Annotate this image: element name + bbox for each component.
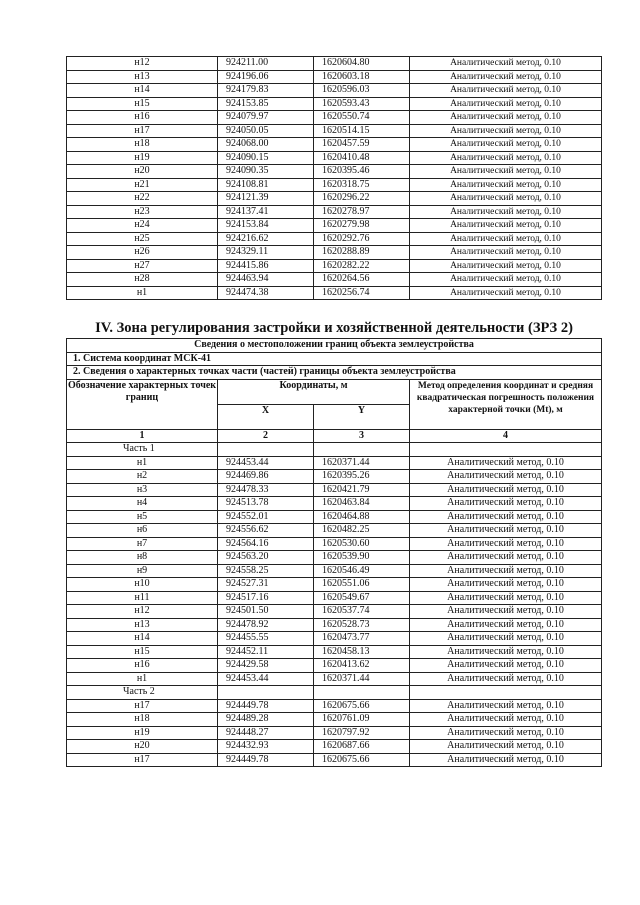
method-accuracy: Аналитический метод, 0.10 — [410, 645, 602, 659]
table-row — [67, 591, 602, 605]
point-designation: н20 — [67, 165, 218, 179]
coord-x: 924474.38 — [218, 286, 314, 300]
col-number-2: 2 — [218, 429, 314, 443]
table-row — [67, 273, 602, 287]
table-row — [67, 672, 602, 686]
table-row — [67, 219, 602, 233]
method-accuracy: Аналитический метод, 0.10 — [410, 124, 602, 138]
coord-x: 924527.31 — [218, 578, 314, 592]
point-designation: н24 — [67, 219, 218, 233]
coord-y: 1620288.89 — [314, 246, 410, 260]
col-method-header: Метод определения координат и средняя квадратическая погрешность положения характерной точки (Mt), м — [410, 379, 602, 429]
coord-y: 1620604.80 — [314, 57, 410, 71]
coord-x: 924463.94 — [218, 273, 314, 287]
coord-y: 1620546.49 — [314, 564, 410, 578]
part-label: Часть 1 — [67, 443, 218, 457]
coord-y: 1620458.13 — [314, 645, 410, 659]
point-designation: н19 — [67, 151, 218, 165]
table-row — [67, 138, 602, 152]
coord-x: 924179.83 — [218, 84, 314, 98]
coord-y: 1620551.06 — [314, 578, 410, 592]
table-row — [67, 713, 602, 727]
coord-y: 1620675.66 — [314, 753, 410, 767]
method-accuracy: Аналитический метод, 0.10 — [410, 618, 602, 632]
point-designation: н22 — [67, 192, 218, 206]
point-designation: н5 — [67, 510, 218, 524]
table-row — [67, 84, 602, 98]
table-row — [67, 470, 602, 484]
coord-y: 1620279.98 — [314, 219, 410, 233]
coord-x: 924489.28 — [218, 713, 314, 727]
col-x-header: X — [218, 404, 314, 429]
coord-y: 1620371.44 — [314, 672, 410, 686]
table-row — [67, 456, 602, 470]
method-accuracy: Аналитический метод, 0.10 — [410, 111, 602, 125]
table-row — [67, 659, 602, 673]
coord-x: 924453.44 — [218, 672, 314, 686]
zrz2-table-body — [67, 339, 602, 767]
column-header-row — [67, 379, 602, 404]
method-accuracy: Аналитический метод, 0.10 — [410, 726, 602, 740]
coord-x: 924108.81 — [218, 178, 314, 192]
table-row — [67, 699, 602, 713]
point-designation: н17 — [67, 699, 218, 713]
table-row — [67, 645, 602, 659]
method-accuracy: Аналитический метод, 0.10 — [410, 591, 602, 605]
table-row — [67, 178, 602, 192]
method-accuracy: Аналитический метод, 0.10 — [410, 286, 602, 300]
zrz2-coordinates-table — [66, 338, 602, 767]
method-accuracy: Аналитический метод, 0.10 — [410, 564, 602, 578]
coord-x: 924448.27 — [218, 726, 314, 740]
method-accuracy: Аналитический метод, 0.10 — [410, 470, 602, 484]
method-accuracy: Аналитический метод, 0.10 — [410, 205, 602, 219]
coord-x: 924068.00 — [218, 138, 314, 152]
coord-x: 924211.00 — [218, 57, 314, 71]
coord-y: 1620528.73 — [314, 618, 410, 632]
coord-y: 1620292.76 — [314, 232, 410, 246]
point-designation: н14 — [67, 632, 218, 646]
table-row — [67, 111, 602, 125]
method-accuracy: Аналитический метод, 0.10 — [410, 151, 602, 165]
method-accuracy: Аналитический метод, 0.10 — [410, 578, 602, 592]
coord-system: 1. Система координат МСК-41 — [67, 352, 602, 366]
table-row — [67, 551, 602, 565]
point-designation: н1 — [67, 456, 218, 470]
point-designation: н9 — [67, 564, 218, 578]
col-designation-header: Обозначение характерных точек границ — [67, 379, 218, 429]
method-accuracy: Аналитический метод, 0.10 — [410, 740, 602, 754]
point-designation: н1 — [67, 672, 218, 686]
point-designation: н18 — [67, 138, 218, 152]
point-designation: н2 — [67, 470, 218, 484]
point-designation: н12 — [67, 57, 218, 71]
coord-x: 924449.78 — [218, 699, 314, 713]
part-label-row — [67, 686, 602, 700]
point-designation: н10 — [67, 578, 218, 592]
coord-x: 924216.62 — [218, 232, 314, 246]
parts-header: 2. Сведения о характерных точках части (частей) границы объекта землеустройства — [67, 366, 602, 380]
table-row — [67, 165, 602, 179]
coord-y: 1620797.92 — [314, 726, 410, 740]
coord-x: 924556.62 — [218, 524, 314, 538]
method-accuracy: Аналитический метод, 0.10 — [410, 672, 602, 686]
coord-x: 924552.01 — [218, 510, 314, 524]
table-row — [67, 70, 602, 84]
column-number-row — [67, 429, 602, 443]
coord-x: 924469.86 — [218, 470, 314, 484]
point-designation: н11 — [67, 591, 218, 605]
coord-x: 924090.15 — [218, 151, 314, 165]
method-accuracy: Аналитический метод, 0.10 — [410, 273, 602, 287]
coord-x: 924558.25 — [218, 564, 314, 578]
method-accuracy: Аналитический метод, 0.10 — [410, 219, 602, 233]
coord-x: 924453.44 — [218, 456, 314, 470]
parts-header-row — [67, 366, 602, 380]
point-designation: н4 — [67, 497, 218, 511]
point-designation: н14 — [67, 84, 218, 98]
coord-y: 1620596.03 — [314, 84, 410, 98]
coord-y: 1620264.56 — [314, 273, 410, 287]
table-row — [67, 57, 602, 71]
coord-y: 1620482.25 — [314, 524, 410, 538]
coord-y: 1620464.88 — [314, 510, 410, 524]
coord-y: 1620296.22 — [314, 192, 410, 206]
coord-x: 924513.78 — [218, 497, 314, 511]
point-designation: н13 — [67, 70, 218, 84]
method-accuracy: Аналитический метод, 0.10 — [410, 713, 602, 727]
point-designation: н28 — [67, 273, 218, 287]
method-accuracy: Аналитический метод, 0.10 — [410, 753, 602, 767]
method-accuracy: Аналитический метод, 0.10 — [410, 178, 602, 192]
coord-y: 1620537.74 — [314, 605, 410, 619]
empty-cell — [410, 443, 602, 457]
method-accuracy: Аналитический метод, 0.10 — [410, 497, 602, 511]
table-row — [67, 192, 602, 206]
method-accuracy: Аналитический метод, 0.10 — [410, 70, 602, 84]
point-designation: н6 — [67, 524, 218, 538]
coord-y: 1620395.46 — [314, 165, 410, 179]
coord-y: 1620761.09 — [314, 713, 410, 727]
coord-y: 1620463.84 — [314, 497, 410, 511]
method-accuracy: Аналитический метод, 0.10 — [410, 259, 602, 273]
point-designation: н15 — [67, 645, 218, 659]
point-designation: н18 — [67, 713, 218, 727]
coord-x: 924153.84 — [218, 219, 314, 233]
col-coords-header: Координаты, м — [218, 379, 410, 404]
coord-x: 924079.97 — [218, 111, 314, 125]
table-row — [67, 124, 602, 138]
coord-x: 924137.41 — [218, 205, 314, 219]
table-row — [67, 564, 602, 578]
point-designation: н17 — [67, 124, 218, 138]
coord-y: 1620514.15 — [314, 124, 410, 138]
coord-y: 1620539.90 — [314, 551, 410, 565]
coord-y: 1620687.66 — [314, 740, 410, 754]
empty-cell — [410, 686, 602, 700]
empty-cell — [218, 686, 314, 700]
point-designation: н13 — [67, 618, 218, 632]
coord-x: 924564.16 — [218, 537, 314, 551]
method-accuracy: Аналитический метод, 0.10 — [410, 84, 602, 98]
coord-y: 1620282.22 — [314, 259, 410, 273]
method-accuracy: Аналитический метод, 0.10 — [410, 192, 602, 206]
table-row — [67, 632, 602, 646]
method-accuracy: Аналитический метод, 0.10 — [410, 57, 602, 71]
point-designation: н19 — [67, 726, 218, 740]
method-accuracy: Аналитический метод, 0.10 — [410, 510, 602, 524]
table-row — [67, 578, 602, 592]
method-accuracy: Аналитический метод, 0.10 — [410, 246, 602, 260]
point-designation: н1 — [67, 286, 218, 300]
top-table-body — [67, 57, 602, 300]
method-accuracy: Аналитический метод, 0.10 — [410, 165, 602, 179]
point-designation: н17 — [67, 753, 218, 767]
point-designation: н7 — [67, 537, 218, 551]
table-row — [67, 524, 602, 538]
coord-y: 1620395.26 — [314, 470, 410, 484]
location-header: Сведения о местоположении границ объекта землеустройства — [67, 339, 602, 353]
point-designation: н12 — [67, 605, 218, 619]
part-label: Часть 2 — [67, 686, 218, 700]
coord-y: 1620413.62 — [314, 659, 410, 673]
coord-x: 924050.05 — [218, 124, 314, 138]
point-designation: н26 — [67, 246, 218, 260]
table-row — [67, 753, 602, 767]
coord-x: 924153.85 — [218, 97, 314, 111]
coord-y: 1620675.66 — [314, 699, 410, 713]
empty-cell — [218, 443, 314, 457]
table-row — [67, 605, 602, 619]
coord-y: 1620278.97 — [314, 205, 410, 219]
point-designation: н25 — [67, 232, 218, 246]
method-accuracy: Аналитический метод, 0.10 — [410, 659, 602, 673]
col-number-1: 1 — [67, 429, 218, 443]
point-designation: н16 — [67, 111, 218, 125]
method-accuracy: Аналитический метод, 0.10 — [410, 699, 602, 713]
point-designation: н21 — [67, 178, 218, 192]
coord-y: 1620550.74 — [314, 111, 410, 125]
coord-x: 924449.78 — [218, 753, 314, 767]
method-accuracy: Аналитический метод, 0.10 — [410, 138, 602, 152]
coord-x: 924478.33 — [218, 483, 314, 497]
table-row — [67, 205, 602, 219]
table-row — [67, 483, 602, 497]
coord-x: 924432.93 — [218, 740, 314, 754]
coord-y: 1620410.48 — [314, 151, 410, 165]
method-accuracy: Аналитический метод, 0.10 — [410, 605, 602, 619]
table-row — [67, 97, 602, 111]
coord-y: 1620371.44 — [314, 456, 410, 470]
coord-x: 924501.50 — [218, 605, 314, 619]
method-accuracy: Аналитический метод, 0.10 — [410, 551, 602, 565]
coord-x: 924517.16 — [218, 591, 314, 605]
section-title: IV. Зона регулирования застройки и хозяйственной деятельности (ЗРЗ 2) — [95, 320, 573, 336]
coord-y: 1620256.74 — [314, 286, 410, 300]
coord-y: 1620593.43 — [314, 97, 410, 111]
method-accuracy: Аналитический метод, 0.10 — [410, 632, 602, 646]
method-accuracy: Аналитический метод, 0.10 — [410, 232, 602, 246]
coord-x: 924121.39 — [218, 192, 314, 206]
coord-y: 1620457.59 — [314, 138, 410, 152]
method-accuracy: Аналитический метод, 0.10 — [410, 537, 602, 551]
coord-x: 924455.55 — [218, 632, 314, 646]
point-designation: н8 — [67, 551, 218, 565]
table-row — [67, 246, 602, 260]
table-row — [67, 618, 602, 632]
empty-cell — [314, 443, 410, 457]
coord-x: 924196.06 — [218, 70, 314, 84]
coord-y: 1620421.79 — [314, 483, 410, 497]
point-designation: н20 — [67, 740, 218, 754]
coord-x: 924429.58 — [218, 659, 314, 673]
coord-system-row — [67, 352, 602, 366]
coord-x: 924478.92 — [218, 618, 314, 632]
table-row — [67, 259, 602, 273]
coord-y: 1620549.67 — [314, 591, 410, 605]
table-row — [67, 151, 602, 165]
table-row — [67, 232, 602, 246]
point-designation: н27 — [67, 259, 218, 273]
top-coordinates-table — [66, 56, 602, 300]
coord-x: 924415.86 — [218, 259, 314, 273]
method-accuracy: Аналитический метод, 0.10 — [410, 456, 602, 470]
coord-y: 1620603.18 — [314, 70, 410, 84]
coord-x: 924563.20 — [218, 551, 314, 565]
coord-y: 1620473.77 — [314, 632, 410, 646]
method-accuracy: Аналитический метод, 0.10 — [410, 483, 602, 497]
point-designation: н23 — [67, 205, 218, 219]
empty-cell — [314, 686, 410, 700]
coord-x: 924329.11 — [218, 246, 314, 260]
method-accuracy: Аналитический метод, 0.10 — [410, 524, 602, 538]
coord-y: 1620530.60 — [314, 537, 410, 551]
location-header-row — [67, 339, 602, 353]
point-designation: н15 — [67, 97, 218, 111]
col-y-header: Y — [314, 404, 410, 429]
table-row — [67, 740, 602, 754]
col-number-4: 4 — [410, 429, 602, 443]
point-designation: н3 — [67, 483, 218, 497]
table-row — [67, 510, 602, 524]
part-label-row — [67, 443, 602, 457]
method-accuracy: Аналитический метод, 0.10 — [410, 97, 602, 111]
col-number-3: 3 — [314, 429, 410, 443]
coord-x: 924090.35 — [218, 165, 314, 179]
table-row — [67, 726, 602, 740]
coord-x: 924452.11 — [218, 645, 314, 659]
table-row — [67, 286, 602, 300]
table-row — [67, 497, 602, 511]
point-designation: н16 — [67, 659, 218, 673]
table-row — [67, 537, 602, 551]
coord-y: 1620318.75 — [314, 178, 410, 192]
